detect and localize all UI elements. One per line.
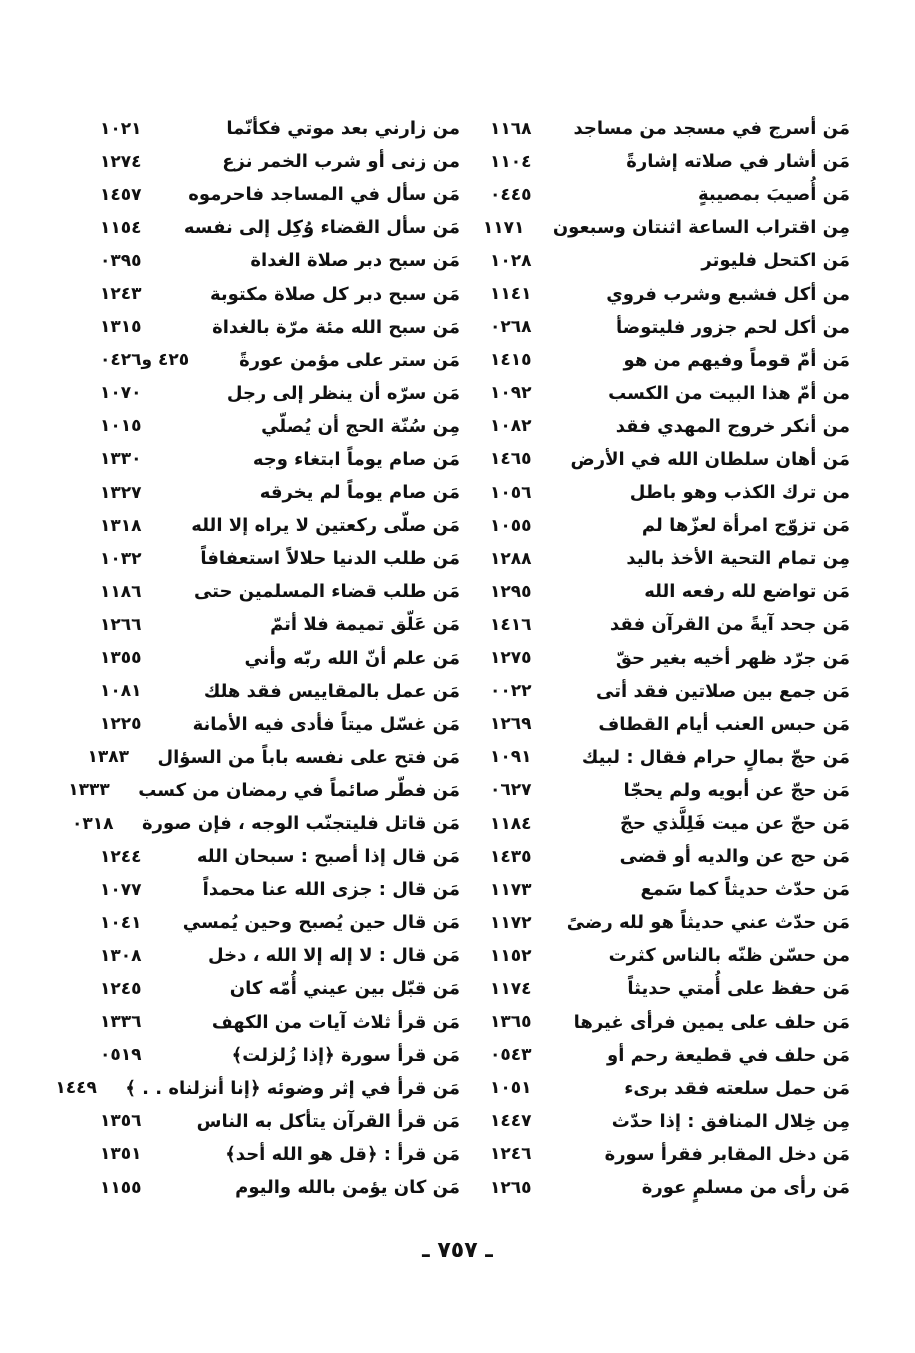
index-entry-row — [490, 509, 850, 542]
hadith-number: ١١٠٤ — [490, 151, 532, 172]
index-entry-row — [100, 211, 460, 244]
hadith-number: ١٠٨٢ — [490, 416, 532, 437]
hadith-number: ١٤٦٥ — [490, 449, 532, 470]
hadith-incipit: مَن حدّث حديثاً كما سَمع — [640, 879, 850, 901]
hadith-incipit: مَن صام يوماً لم يخرقه — [259, 482, 460, 504]
hadith-number: ١٤٣٥ — [490, 846, 532, 867]
hadith-incipit: مَن حجّ بمالٍ حرام فقال : لبيك — [581, 746, 850, 768]
hadith-number: ١٢٤٥ — [100, 978, 142, 999]
index-entry-row — [100, 509, 460, 542]
index-entry-row — [100, 675, 460, 708]
hadith-number: ١٠٥٥ — [490, 515, 532, 536]
hadith-number: ١٣٥٥ — [100, 648, 142, 669]
hadith-incipit: مَن حلف في قطيعة رحم أو — [607, 1044, 850, 1066]
hadith-incipit: مَن صام يوماً ابتغاء وجه — [252, 448, 460, 470]
hadith-incipit: مَن رأى من مسلمٍ عورة — [641, 1177, 850, 1199]
index-entry-row — [490, 708, 850, 741]
index-entry-row — [490, 344, 850, 377]
index-entry-row — [490, 1138, 850, 1171]
hadith-number: ١١٧٢ — [490, 912, 532, 933]
hadith-incipit: مَن فتح على نفسه باباً من السؤال — [157, 746, 460, 768]
index-entry-row — [490, 277, 850, 310]
hadith-number: ١٢٦٥ — [490, 1177, 532, 1198]
hadith-incipit: مَن سبح دبر كل صلاة مكتوبة — [209, 283, 460, 305]
index-entry-row — [490, 840, 850, 873]
index-entry-row — [100, 178, 460, 211]
index-entry-row — [490, 1006, 850, 1039]
hadith-number: ١٠٩٢ — [490, 383, 532, 404]
index-entry-row — [490, 178, 850, 211]
hadith-incipit: من أكل فشبع وشرب فروي — [606, 283, 850, 305]
index-entry-row — [100, 476, 460, 509]
hadith-number: ١٣١٥ — [100, 317, 142, 338]
hadith-incipit: من حسّن ظنّه بالناس كثرت — [608, 945, 850, 967]
index-entry-row — [490, 575, 850, 608]
index-entry-row — [490, 1072, 850, 1105]
hadith-incipit: مَن قرأ سورة ﴿إذا زُلزلت﴾ — [231, 1044, 460, 1066]
hadith-incipit: مَن جمع بين صلاتين فقد أتى — [596, 680, 850, 702]
hadith-incipit: مَن حبس العنب أيام القطاف — [598, 713, 850, 735]
hadith-number: ١٠٩١ — [490, 747, 532, 768]
hadith-number: ١٢٧٤ — [100, 151, 142, 172]
hadith-incipit: مَن سأل في المساجد فاحرموه — [188, 184, 460, 206]
hadith-number: ٠٣٩٥ — [100, 250, 142, 271]
index-entry-row — [490, 774, 850, 807]
hadith-incipit: مَن عَلّق تميمة فلا أتمّ — [270, 614, 460, 636]
hadith-incipit: من أكل لحم جزور فليتوضأ — [616, 316, 850, 338]
hadith-number: ١٠١٥ — [100, 416, 142, 437]
index-entry-row — [100, 1171, 460, 1204]
index-entry-row — [490, 608, 850, 641]
hadith-number: ١١٨٤ — [490, 813, 532, 834]
index-entry-row — [87, 741, 460, 774]
hadith-incipit: مَن حجّ عن أبويه ولم يحجّا — [623, 779, 850, 801]
hadith-number: ٠٥١٩ — [100, 1045, 142, 1066]
index-entry-row — [490, 410, 850, 443]
hadith-number: ١٣٣٠ — [100, 449, 142, 470]
hadith-incipit: مَن حفظ على أُمتي حديثاً — [627, 978, 850, 1000]
hadith-number: ١٠٥٦ — [490, 482, 532, 503]
index-entry-row — [490, 476, 850, 509]
hadith-number: ١٠٢١ — [100, 118, 142, 139]
hadith-incipit: مَن قاتل فليتجنّب الوجه ، فإن صورة — [141, 813, 460, 835]
index-entry-row — [71, 807, 460, 840]
hadith-incipit: مِن تمام التحية الأخذ باليد — [626, 548, 850, 570]
hadith-incipit: مَن اكتحل فليوتر — [701, 250, 850, 272]
index-entry-row — [490, 675, 850, 708]
hadith-number: ٠٠٢٢ — [490, 681, 532, 702]
hadith-incipit: مِن اقتراب الساعة اثنتان وسبعون — [552, 217, 850, 239]
hadith-incipit: مَن سأل القضاء وُكِل إلى نفسه — [183, 217, 460, 239]
hadith-number: ١٠٤١ — [100, 912, 142, 933]
hadith-incipit: مَن سبح الله مئة مرّة بالغداة — [212, 316, 460, 338]
hadith-incipit: مَن تواضع لله رفعه الله — [644, 581, 850, 603]
index-entry-row — [100, 708, 460, 741]
index-entry-row — [490, 741, 850, 774]
hadith-number: ١٢٤٣ — [100, 284, 142, 305]
index-entry-row — [100, 344, 460, 377]
hadith-number: ١٢٧٥ — [490, 648, 532, 669]
hadith-incipit: مَن قال حين يُصبح وحين يُمسي — [182, 912, 460, 934]
index-entry-row — [490, 145, 850, 178]
hadith-number: ١٠٢٨ — [490, 250, 532, 271]
index-entry-row — [490, 443, 850, 476]
hadith-number: ١١٦٨ — [490, 118, 532, 139]
page-number: ـ ٧٥٧ ـ — [422, 1238, 493, 1263]
hadith-incipit: مِن سُنّة الحج أن يُصلّي — [261, 415, 460, 437]
index-entry-row — [490, 972, 850, 1005]
hadith-number: ١١٧١ — [482, 217, 525, 238]
index-entry-row — [100, 840, 460, 873]
index-entry-row — [100, 1039, 460, 1072]
hadith-number: ١٣٢٧ — [100, 482, 142, 503]
hadith-incipit: مَن قرأ القرآن يتأكل به الناس — [196, 1110, 460, 1132]
index-entry-row — [490, 1105, 850, 1138]
hadith-number: ١٢٤٦ — [490, 1144, 532, 1165]
hadith-incipit: مَن تزوّج امرأة لعزّها لم — [641, 515, 850, 537]
index-entry-row — [100, 939, 460, 972]
index-entry-row — [482, 211, 850, 244]
index-entry-row — [100, 311, 460, 344]
hadith-number: ١٠٥١ — [490, 1078, 532, 1099]
hadith-incipit: مَن أشار في صلاته إشارةً — [626, 151, 850, 173]
index-entry-row — [100, 145, 460, 178]
hadith-number: ١٣٠٨ — [100, 945, 142, 966]
hadith-incipit: مَن طلب الدنيا حلالاً استعفافاً — [200, 548, 460, 570]
index-entry-row — [100, 1006, 460, 1039]
hadith-incipit: مَن دخل المقابر فقرأ سورة — [604, 1143, 850, 1165]
index-entry-row — [490, 244, 850, 277]
hadith-incipit: مَن كان يؤمن بالله واليوم — [235, 1177, 460, 1199]
hadith-incipit: مَن قال : جزى الله عنا محمداً — [202, 879, 460, 901]
index-entry-row — [100, 906, 460, 939]
index-column-left — [55, 112, 460, 1204]
index-entry-row — [490, 1039, 850, 1072]
hadith-incipit: مَن أسرج في مسجد من مساجد — [573, 118, 850, 140]
hadith-number: ١١٥٤ — [100, 217, 142, 238]
index-entry-row — [490, 642, 850, 675]
hadith-number: ١٣١٨ — [100, 515, 142, 536]
hadith-number: ١٤١٦ — [490, 614, 532, 635]
hadith-incipit: مَن ستر على مؤمن عورةً — [239, 349, 460, 371]
hadith-number: ١٤٤٩ — [55, 1078, 97, 1099]
index-entry-row — [100, 410, 460, 443]
hadith-number: ٠٦٢٧ — [490, 780, 532, 801]
hadith-number: ١٢٩٥ — [490, 581, 532, 602]
hadith-number: ٠٢٦٨ — [490, 317, 532, 338]
hadith-number: ١٢٦٩ — [490, 714, 532, 735]
hadith-number: ١٢٢٥ — [100, 714, 142, 735]
hadith-incipit: مَن قرأ : ﴿قل هو الله أحد﴾ — [225, 1143, 460, 1165]
index-entry-row — [490, 873, 850, 906]
hadith-incipit: مَن أهان سلطان الله في الأرض — [570, 448, 850, 470]
hadith-number: ٠٥٤٣ — [490, 1045, 532, 1066]
index-entry-row — [490, 112, 850, 145]
hadith-incipit: مَن حمل سلعته فقد برىء — [624, 1077, 850, 1099]
hadith-incipit: مَن غسّل ميتاً فأدى فيه الأمانة — [192, 713, 460, 735]
hadith-incipit: مَن قال : لا إله إلا الله ، دخل — [208, 945, 460, 967]
index-entry-row — [100, 575, 460, 608]
hadith-number: ١٤٤٧ — [490, 1111, 532, 1132]
hadith-incipit: مَن قال إذا أصبح : سبحان الله — [196, 846, 460, 868]
hadith-incipit: مَن قرأ ثلاث آيات من الكهف — [211, 1011, 460, 1033]
index-column-right — [482, 112, 850, 1204]
index-entry-row — [490, 1171, 850, 1204]
index-entry-row — [490, 311, 850, 344]
hadith-number: ٠٣١٨ — [71, 813, 114, 834]
index-entry-row — [100, 642, 460, 675]
hadith-incipit: مَن قبّل بين عيني أُمّه كان — [229, 978, 460, 1000]
hadith-number: ١١٧٣ — [490, 879, 532, 900]
index-entry-row — [100, 1105, 460, 1138]
hadith-incipit: من أنكر خروج المهدي فقد — [615, 415, 850, 437]
hadith-incipit: مَن قرأ في إثر وضوئه ﴿إنا أنزلناه . . ﴾ — [125, 1077, 460, 1099]
hadith-incipit: مَن طلب قضاء المسلمين حتى — [193, 581, 460, 603]
hadith-number: ١٢٦٦ — [100, 614, 142, 635]
hadith-incipit: مَن حدّث عني حديثاً هو لله رضىً — [566, 912, 850, 934]
hadith-incipit: مَن حلف على يمين فرأى غيرها — [573, 1011, 850, 1033]
hadith-incipit: مَن علم أنّ الله ربّه وأني — [244, 647, 460, 669]
index-entry-row — [100, 1138, 460, 1171]
hadith-number: ١١٨٦ — [100, 581, 142, 602]
hadith-number: ١٣٥٦ — [100, 1111, 142, 1132]
hadith-incipit: مَن أمّ قوماً وفيهم من هو — [623, 349, 850, 371]
hadith-incipit: من أمّ هذا البيت من الكسب — [608, 382, 850, 404]
index-entry-row — [490, 807, 850, 840]
index-entry-row — [100, 443, 460, 476]
index-entry-row — [100, 277, 460, 310]
hadith-number: ١١٧٤ — [490, 978, 532, 999]
hadith-incipit: مَن أُصيبَ بمصيبةٍ — [697, 184, 850, 206]
hadith-incipit: مَن سرّه أن ينظر إلى رجل — [226, 382, 460, 404]
hadith-incipit: مَن صلّى ركعتين لا يراه إلا الله — [191, 515, 460, 537]
hadith-number: ١١٥٥ — [100, 1177, 142, 1198]
hadith-number: ١٣٥١ — [100, 1144, 142, 1165]
hadith-number: ١٣٣٦ — [100, 1012, 142, 1033]
index-entry-row — [100, 972, 460, 1005]
hadith-incipit: من زنى أو شرب الخمر نزع — [222, 151, 460, 173]
hadith-number: ٤٢٥ و٠٤٢٦ — [100, 350, 190, 371]
hadith-number: ١٣٣٣ — [68, 780, 110, 801]
hadith-incipit: مَن جحد آيةً من القرآن فقد — [610, 614, 850, 636]
index-entry-row — [100, 542, 460, 575]
index-entry-row — [490, 939, 850, 972]
hadith-number: ١٠٧٧ — [100, 879, 142, 900]
index-entry-row — [490, 542, 850, 575]
hadith-number: ١٣٨٣ — [87, 747, 129, 768]
hadith-incipit: مَن حجّ عن ميت فَلِلَّذي حجّ — [620, 813, 850, 835]
index-entry-row — [55, 1072, 460, 1105]
hadith-number: ١١٤١ — [490, 284, 532, 305]
index-entry-row — [68, 774, 460, 807]
hadith-incipit: مَن فطّر صائماً في رمضان من كسب — [138, 779, 460, 801]
hadith-number: ١٣٦٥ — [490, 1012, 532, 1033]
hadith-incipit: من ترك الكذب وهو باطل — [629, 482, 850, 504]
hadith-incipit: مَن حج عن والديه أو قضى — [619, 846, 850, 868]
hadith-number: ١١٥٢ — [490, 945, 532, 966]
hadith-incipit: مَن جرّد ظهر أخيه بغير حقّ — [615, 647, 850, 669]
hadith-number: ١٤٥٧ — [100, 184, 142, 205]
hadith-number: ١٢٨٨ — [490, 548, 532, 569]
hadith-number: ٠٤٤٥ — [490, 184, 532, 205]
index-entry-row — [100, 608, 460, 641]
hadith-incipit: مَن عمل بالمقاييس فقد هلك — [203, 680, 460, 702]
index-entry-row — [490, 377, 850, 410]
hadith-incipit: مِن خِلال المنافق : إذا حدّث — [611, 1110, 850, 1132]
hadith-incipit: من زارني بعد موتي فكأنّما — [226, 118, 460, 140]
hadith-incipit: مَن سبح دبر صلاة الغداة — [250, 250, 460, 272]
index-entry-row — [100, 377, 460, 410]
hadith-number: ١٤١٥ — [490, 350, 532, 371]
index-entry-row — [100, 112, 460, 145]
hadith-number: ١٠٧٠ — [100, 383, 142, 404]
hadith-number: ١٢٤٤ — [100, 846, 142, 867]
index-entry-row — [490, 906, 850, 939]
hadith-number: ١٠٣٢ — [100, 548, 142, 569]
hadith-number: ١٠٨١ — [100, 681, 142, 702]
index-entry-row — [100, 244, 460, 277]
index-entry-row — [100, 873, 460, 906]
